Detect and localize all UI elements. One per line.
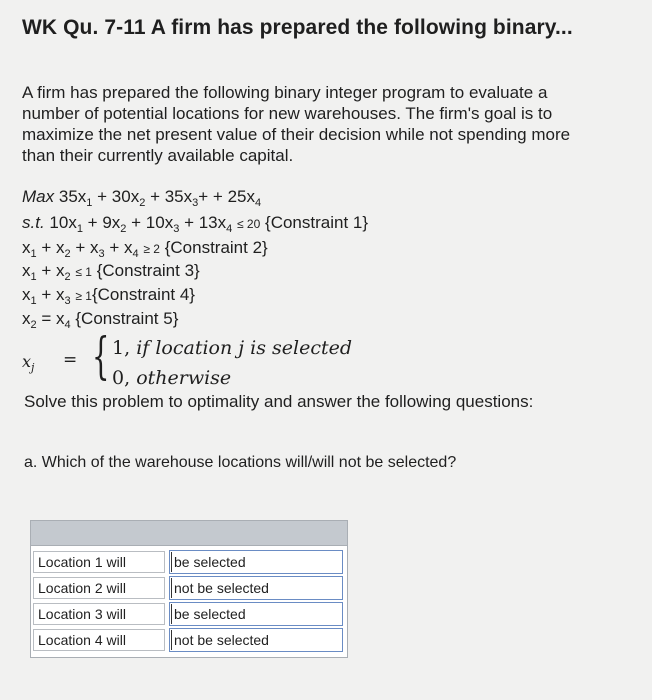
piecewise-case-2: 0, otherwise [112, 367, 232, 389]
row-label: Location 4 will [33, 629, 165, 651]
answer-table-header [31, 521, 347, 546]
constraint-5: $x_2 = x_4$ {Constraint 5} [22, 309, 179, 331]
row-label: Location 2 will [33, 577, 165, 599]
row-label: Location 1 will [33, 551, 165, 573]
constraint-2: $x_1 + x_2 + x_3 + x_4 \ge 2$ {Constraint 2} [22, 238, 268, 260]
piecewise-equals: = [63, 350, 78, 370]
constraint-1: s.t. $10x_1 + 9x_2 + 10x_3 + 13x_4 \le 20$ {Constraint 1} [22, 213, 369, 235]
objective-function: Max $35x_1 + 30x_2 + 35x_3+ + 25x_4$ [22, 187, 262, 209]
location-1-answer-input[interactable]: be selected [169, 550, 343, 574]
brace-symbol: { [92, 327, 110, 385]
answer-row-3 [31, 601, 347, 627]
intro-line: number of potential locations for new warehouses. The firm's goal is to [22, 104, 553, 123]
piecewise-variable: $x_j$ [22, 352, 35, 374]
intro-paragraph [22, 82, 637, 166]
answer-row-1 [31, 549, 347, 575]
intro-line: maximize the net present value of their decision while not spending more [22, 125, 571, 144]
row-label: Location 3 will [33, 603, 165, 625]
answer-table [30, 520, 348, 658]
location-2-answer-input[interactable]: not be selected [169, 576, 343, 600]
page-title: WK Qu. 7-11 A firm has prepared the following binary... [22, 16, 573, 39]
constraint-4: $x_1 + x_3$ ≥ 1{Constraint 4} [22, 285, 195, 307]
question-a: a. Which of the warehouse locations will/will not be selected? [24, 454, 457, 471]
intro-line: A firm has prepared the following binary integer program to evaluate a [22, 83, 548, 102]
location-4-answer-input[interactable]: not be selected [169, 628, 343, 652]
location-3-answer-input[interactable]: be selected [169, 602, 343, 626]
piecewise-case-1: 1, if location j is selected [112, 337, 353, 359]
constraint-3: $x_1 + x_2 \le 1$ {Constraint 3} [22, 261, 200, 283]
solve-instruction: Solve this problem to optimality and answer the following questions: [24, 392, 534, 411]
answer-row-2 [31, 575, 347, 601]
intro-line: than their currently available capital. [22, 146, 294, 165]
answer-row-4 [31, 627, 347, 653]
